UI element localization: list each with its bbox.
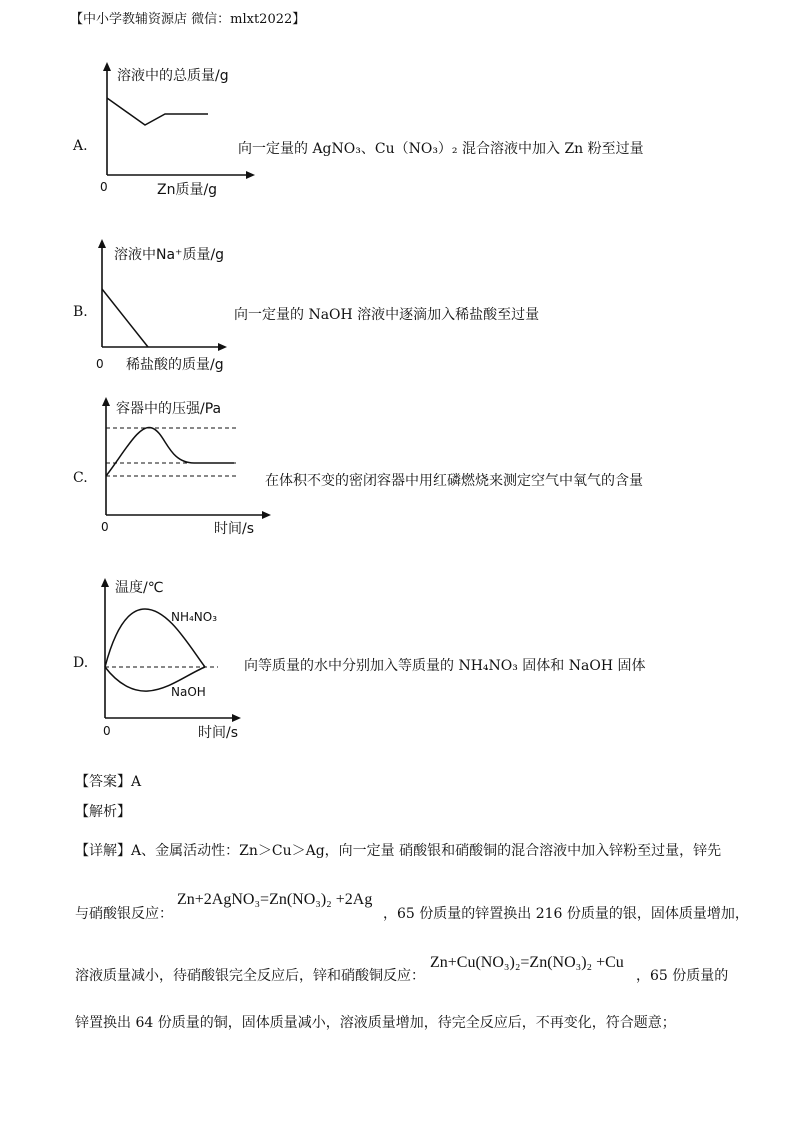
x-axis-label: 时间/s [214, 521, 255, 537]
x-axis-arrow [232, 714, 241, 722]
x-axis-label: Zn质量/g [157, 182, 218, 198]
origin-label: 0 [103, 724, 111, 738]
detail-line-4: 锌置换出 64 份质量的铜，固体质量减小，溶液质量增加，待完全反应后，不再变化，符合题意； [75, 1015, 676, 1031]
answer-line: 【答案】A [75, 774, 142, 790]
x-axis-label: 稀盐酸的质量/g [126, 357, 224, 373]
x-axis-arrow [218, 343, 227, 351]
option-d-text: 向等质量的水中分别加入等质量的 NH₄NO₃ 固体和 NaOH 固体 [244, 658, 646, 674]
curve-total-mass [107, 98, 208, 125]
detail-line-2-prefix: 与硝酸银反应： [75, 906, 173, 922]
page-header: 【中小学教辅资源店 微信：mlxt2022】 [70, 12, 306, 27]
detail-line-3-suffix: ，65 份质量的 [636, 968, 729, 984]
origin-label: 0 [96, 357, 104, 371]
y-axis-label: 溶液中Na⁺质量/g [114, 247, 225, 263]
detail-line-3-prefix: 溶液质量减小，待硝酸银完全反应后，锌和硝酸铜反应： [75, 968, 425, 984]
curve-na-mass [102, 289, 148, 347]
x-axis-arrow [246, 171, 255, 179]
y-axis-arrow [101, 578, 109, 587]
option-c-text: 在体积不变的密闭容器中用红磷燃烧来测定空气中氧气的含量 [265, 473, 643, 489]
option-a-letter: A. [73, 138, 88, 154]
option-d-graph [93, 574, 253, 744]
detail-line-1: 【详解】A、金属活动性：Zn＞Cu＞Ag，向一定量 硝酸银和硝酸铜的混合溶液中加入锌粉至过量，锌先 [75, 843, 722, 859]
option-b-graph [90, 237, 250, 372]
y-axis-arrow [103, 62, 111, 71]
x-axis-label: 时间/s [198, 725, 239, 741]
option-b-text: 向一定量的 NaOH 溶液中逐滴加入稀盐酸至过量 [234, 307, 540, 323]
origin-label: 0 [101, 520, 109, 534]
y-axis-arrow [102, 397, 110, 406]
analysis-heading: 【解析】 [75, 804, 131, 820]
y-axis-arrow [98, 239, 106, 248]
equation-2: Zn+Cu(NO₃)₂=Zn(NO₃)₂ +Cu [430, 954, 624, 971]
option-c-letter: C. [73, 470, 88, 486]
option-d-letter: D. [73, 655, 89, 671]
detail-line-2-suffix: ，65 份质量的锌置换出 216 份质量的银，固体质量增加， [383, 906, 749, 922]
option-a-graph [95, 60, 255, 200]
y-axis-label: 容器中的压强/Pa [116, 401, 222, 417]
option-b-letter: B. [73, 304, 88, 320]
option-a-text: 向一定量的 AgNO₃、Cu（NO₃）₂ 混合溶液中加入 Zn 粉至过量 [238, 141, 644, 157]
curve-pressure [106, 427, 234, 476]
origin-label: 0 [100, 180, 108, 194]
y-axis-label: 温度/℃ [115, 580, 164, 596]
y-axis-label: 溶液中的总质量/g [117, 68, 229, 84]
curve-label-lower: NaOH [171, 685, 206, 699]
curve-label-upper: NH₄NO₃ [171, 610, 218, 624]
x-axis-arrow [262, 511, 271, 519]
option-c-graph [94, 393, 279, 538]
equation-1: Zn+2AgNO₃=Zn(NO₃)₂ +2Ag [177, 891, 373, 908]
